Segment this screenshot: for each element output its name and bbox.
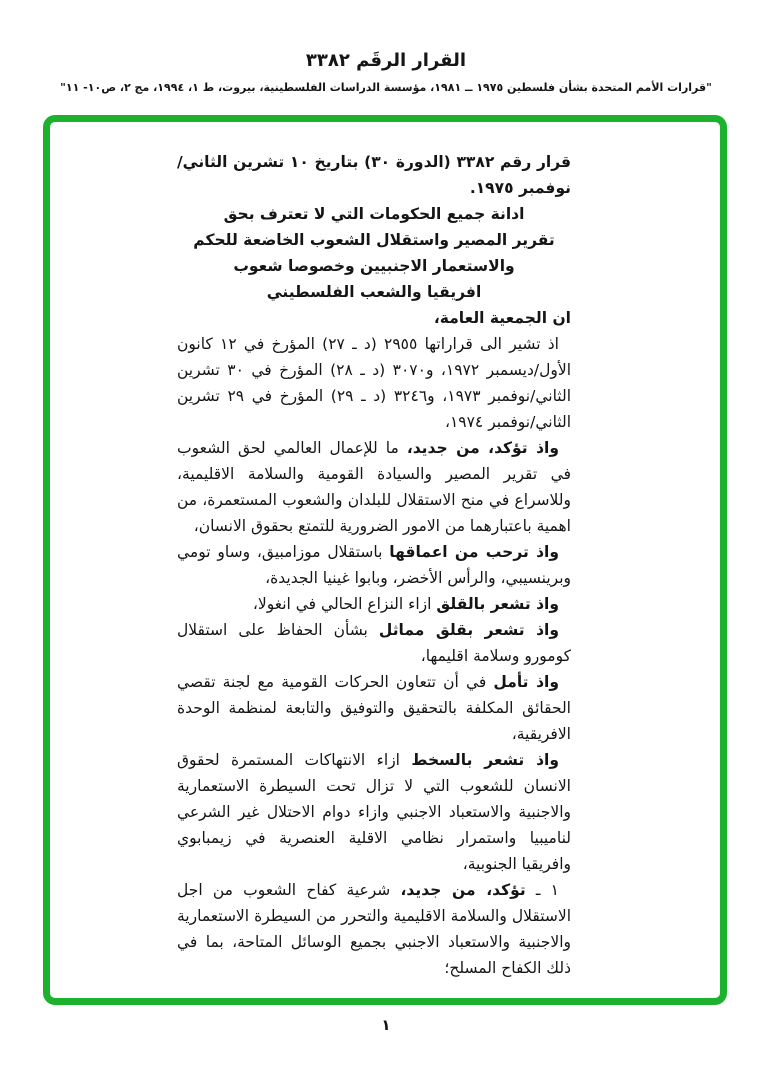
resolution-intro: قرار رقم ٣٣٨٢ (الدورة ٣٠) بتاريخ ١٠ تشرين الثاني/نوفمبر ١٩٧٥. bbox=[177, 153, 572, 197]
paragraph-lead-in: واذ تشعر بالقلق bbox=[436, 595, 559, 613]
heading-line: تقرير المصير واستقلال الشعوب الخاضعة للحكم bbox=[193, 231, 555, 249]
paragraph-text: اذ تشير الى قراراتها ٢٩٥٥ (د ـ ٢٧) المؤرخ في ١٢ كانون الأول/ديسمبر ١٩٧٢، و٣٠٧٠ (د ـ ٢٨) المؤرخ في ٣٠ تشرين الثاني/نوفمبر ١٩٧٣، و٣٢٤٦ (د ـ ٢٩) المؤرخ في ٢٩ تشرين الثاني/نوفمبر ١٩٧٤، bbox=[177, 335, 572, 431]
paragraph-lead-in: تؤكد، من جديد، bbox=[400, 881, 526, 899]
paragraph-text: بشأن الحفاظ على استقلال كومورو وسلامة اقليمها، bbox=[177, 621, 571, 665]
paragraph bbox=[177, 877, 571, 981]
heading-line: والاستعمار الاجنبيين وخصوصا شعوب bbox=[233, 257, 515, 275]
heading-line: افريقيا والشعب الفلسطيني bbox=[266, 283, 482, 301]
paragraph-text: باستقلال موزامبيق، وساو تومي وبرينسيبي، والرأس الأخضر، وبابوا غينيا الجديدة، bbox=[177, 543, 571, 587]
paragraph bbox=[177, 435, 571, 539]
paragraph bbox=[177, 539, 571, 591]
paragraph bbox=[177, 331, 571, 435]
page-number: ١ bbox=[381, 1016, 391, 1034]
paragraph bbox=[177, 305, 571, 331]
paragraph bbox=[177, 617, 571, 669]
paragraph-lead-in: واذ تشعر بقلق مماثل bbox=[378, 621, 560, 639]
citation: "قرارات الأمم المتحدة بشأن فلسطين ١٩٧٥ ــ ١٩٨١، مؤسسة الدراسات الفلسطينية، بيروت، ط ١، ١٩٩٤، مج ٢، ص١٠- ١١" bbox=[60, 81, 712, 94]
paragraph-lead-in: واذ تشعر بالسخط bbox=[411, 751, 559, 769]
paragraph-number: ١ ـ bbox=[525, 881, 559, 899]
paragraph bbox=[177, 669, 571, 747]
paragraph-text: شرعية كفاح الشعوب من اجل الاستقلال والسلامة الاقليمية والتحرر من السيطرة الاستعمارية والاجنبية والاستعباد الاجنبي بجميع الوسائل المتاحة، بما في ذلك الكفاح المسلح؛ bbox=[177, 881, 571, 977]
paragraph-lead-in: واذ تؤكد، من جديد، bbox=[406, 439, 559, 457]
document-body bbox=[177, 149, 571, 981]
page-title: القرار الرقَم ٣٣٨٢ bbox=[305, 50, 467, 71]
paragraph-lead-in: واذ ترحب من اعماقها bbox=[389, 543, 560, 561]
document-frame bbox=[43, 115, 727, 1005]
paragraph-text: ما للإعمال العالمي لحق الشعوب في تقرير المصير والسيادة القومية والسلامة الاقليمية، وللاسراع في منح الاستقلال للبلدان والشعوب المستعمرة، من اهمية باعتبارهما من الامور الضرورية للتمتع بحقوق الانسان، bbox=[177, 439, 571, 535]
paragraph-lead-in: ان الجمعية العامة، bbox=[433, 309, 571, 327]
paragraph-lead-in: واذ تأمل bbox=[493, 673, 559, 691]
paragraph-text: في أن تتعاون الحركات القومية مع لجنة تقصي الحقائق المكلفة بالتحقيق والتوفيق والتابعة لمنظمة الوحدة الافريقية، bbox=[177, 673, 571, 743]
heading-line: ادانة جميع الحكومات التي لا تعترف بحق bbox=[223, 205, 525, 223]
resolution-heading bbox=[177, 201, 571, 305]
paragraph bbox=[177, 747, 571, 877]
paragraph-text: ازاء النزاع الحالي في انغولا، bbox=[252, 595, 437, 613]
paragraph bbox=[177, 591, 571, 617]
paragraph-text: ازاء الانتهاكات المستمرة لحقوق الانسان للشعوب التي لا تزال تحت السيطرة الاستعمارية والاجنبية والاستعباد الاجنبي وازاء دوام الاحتلال غير الشرعي لناميبيا واستمرار نظامي الاقلية العنصرية في زيمبابوي وافريقيا الجنوبية، bbox=[177, 751, 571, 873]
